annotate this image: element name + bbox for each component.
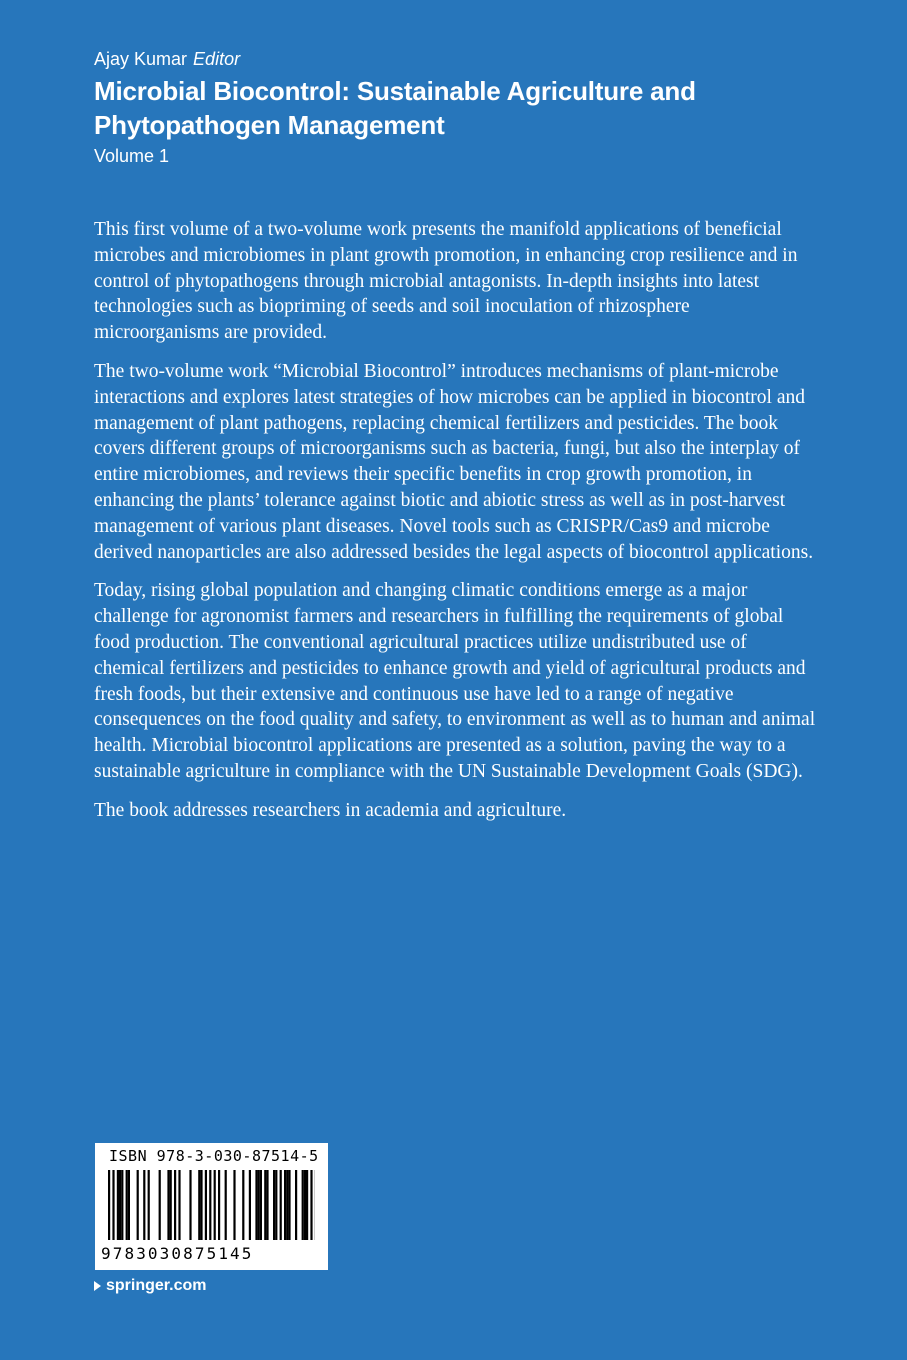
barcode-bar [275, 1170, 277, 1240]
barcode-bar [209, 1170, 211, 1240]
barcode-bar [167, 1170, 169, 1240]
barcode-bar [242, 1170, 244, 1240]
publisher-link-text: springer.com [106, 1277, 207, 1294]
barcode-bar [205, 1170, 207, 1240]
description-paragraph: The book addresses researchers in academia and agriculture. [94, 799, 567, 821]
book-title: Microbial Biocontrol: Sustainable Agriculture and Phytopathogen Management [94, 76, 696, 140]
barcode-bar [126, 1170, 128, 1240]
barcode-bar [249, 1170, 251, 1240]
barcode-bar [119, 1170, 121, 1240]
barcode-bar [189, 1170, 191, 1240]
barcode-digits: 9783030875145 [101, 1244, 254, 1263]
barcode-bar [284, 1170, 286, 1240]
barcode-bar [218, 1170, 220, 1240]
description-paragraph: This first volume of a two-volume work presents the manifold applications of beneficial microbes and microbiomes in plant growth promotion, in enhancing crop resilience and in control of phytopathogens through microbial antagonists. In-depth insights into latest technologies such as biopriming of seeds and soil inoculation of rhizosphere microorganisms are provided. [94, 219, 798, 344]
barcode-bar [159, 1170, 161, 1240]
barcode-bar [264, 1170, 266, 1240]
barcode-bar [112, 1170, 114, 1240]
barcode-bar [288, 1170, 290, 1240]
barcode-bar [295, 1170, 297, 1240]
isbn-barcode [95, 1143, 328, 1270]
barcode-bar [174, 1170, 176, 1240]
barcode-bar [198, 1170, 200, 1240]
barcode-bars [105, 1170, 315, 1246]
barcode-bar [117, 1170, 119, 1240]
barcode-bar [266, 1170, 268, 1240]
barcode-bar [255, 1170, 257, 1240]
barcode-bar [214, 1170, 216, 1240]
publisher-link[interactable] [94, 1275, 206, 1297]
barcode-bar [148, 1170, 150, 1240]
barcode-bar [260, 1170, 262, 1240]
barcode-bar [306, 1170, 308, 1240]
book-description [94, 217, 816, 837]
barcode-bar [143, 1170, 145, 1240]
description-paragraph: The two-volume work “Microbial Biocontrol” introduces mechanisms of plant-microbe interactions and explores latest strategies of how microbes can be applied in biocontrol and management of plant pathogens, replacing chemical fertilizers and pesticides. The book covers different groups of microorganisms such as bacteria, fungi, but also the interplay of entire microbiomes, and reviews their specific benefits in crop growth promotion, in enhancing the plants’ tolerance against biotic and abiotic stress as well as in post-harvest management of various plant diseases. Novel tools such as CRISPR/Cas9 and microbe derived nanoparticles are also addressed besides the legal aspects of biocontrol applications. [94, 360, 814, 563]
editor-role: Editor [193, 49, 241, 69]
isbn-label: ISBN 978-3-030-87514-5 [109, 1147, 319, 1165]
volume-label: Volume 1 [94, 146, 170, 166]
barcode-bar [121, 1170, 123, 1240]
barcode-bar [304, 1170, 306, 1240]
editor-line [94, 48, 814, 70]
arrow-right-icon [94, 1281, 101, 1291]
barcode-bar [108, 1170, 110, 1240]
barcode-bar [286, 1170, 288, 1240]
barcode-bar [233, 1170, 235, 1240]
cover-header [94, 48, 814, 168]
barcode-bar [258, 1170, 260, 1240]
barcode-bar [178, 1170, 180, 1240]
barcode-bar [170, 1170, 172, 1240]
barcode-bar [302, 1170, 304, 1240]
barcode-bar [273, 1170, 275, 1240]
barcode-bar [225, 1170, 227, 1240]
editor-name: Ajay Kumar [94, 49, 188, 69]
description-paragraph: Today, rising global population and changing climatic conditions emerge as a major challenge for agronomist farmers and researchers in fulfilling the requirements of global food production. The conventional agricultural practices utilize undistributed use of chemical fertilizers and pesticides to enhance growth and yield of agricultural products and fresh foods, but their extensive and continuous use have led to a range of negative consequences on the food quality and safety, to environment as well as to human and animal health. Microbial biocontrol applications are presented as a solution, paving the way to a sustainable agriculture in compliance with the UN Sustainable Development Goals (SDG). [94, 580, 816, 782]
barcode-bar [137, 1170, 139, 1240]
barcode-bar [200, 1170, 202, 1240]
barcode-bar [280, 1170, 282, 1240]
barcode-bar [128, 1170, 130, 1240]
barcode-bar [310, 1170, 312, 1240]
